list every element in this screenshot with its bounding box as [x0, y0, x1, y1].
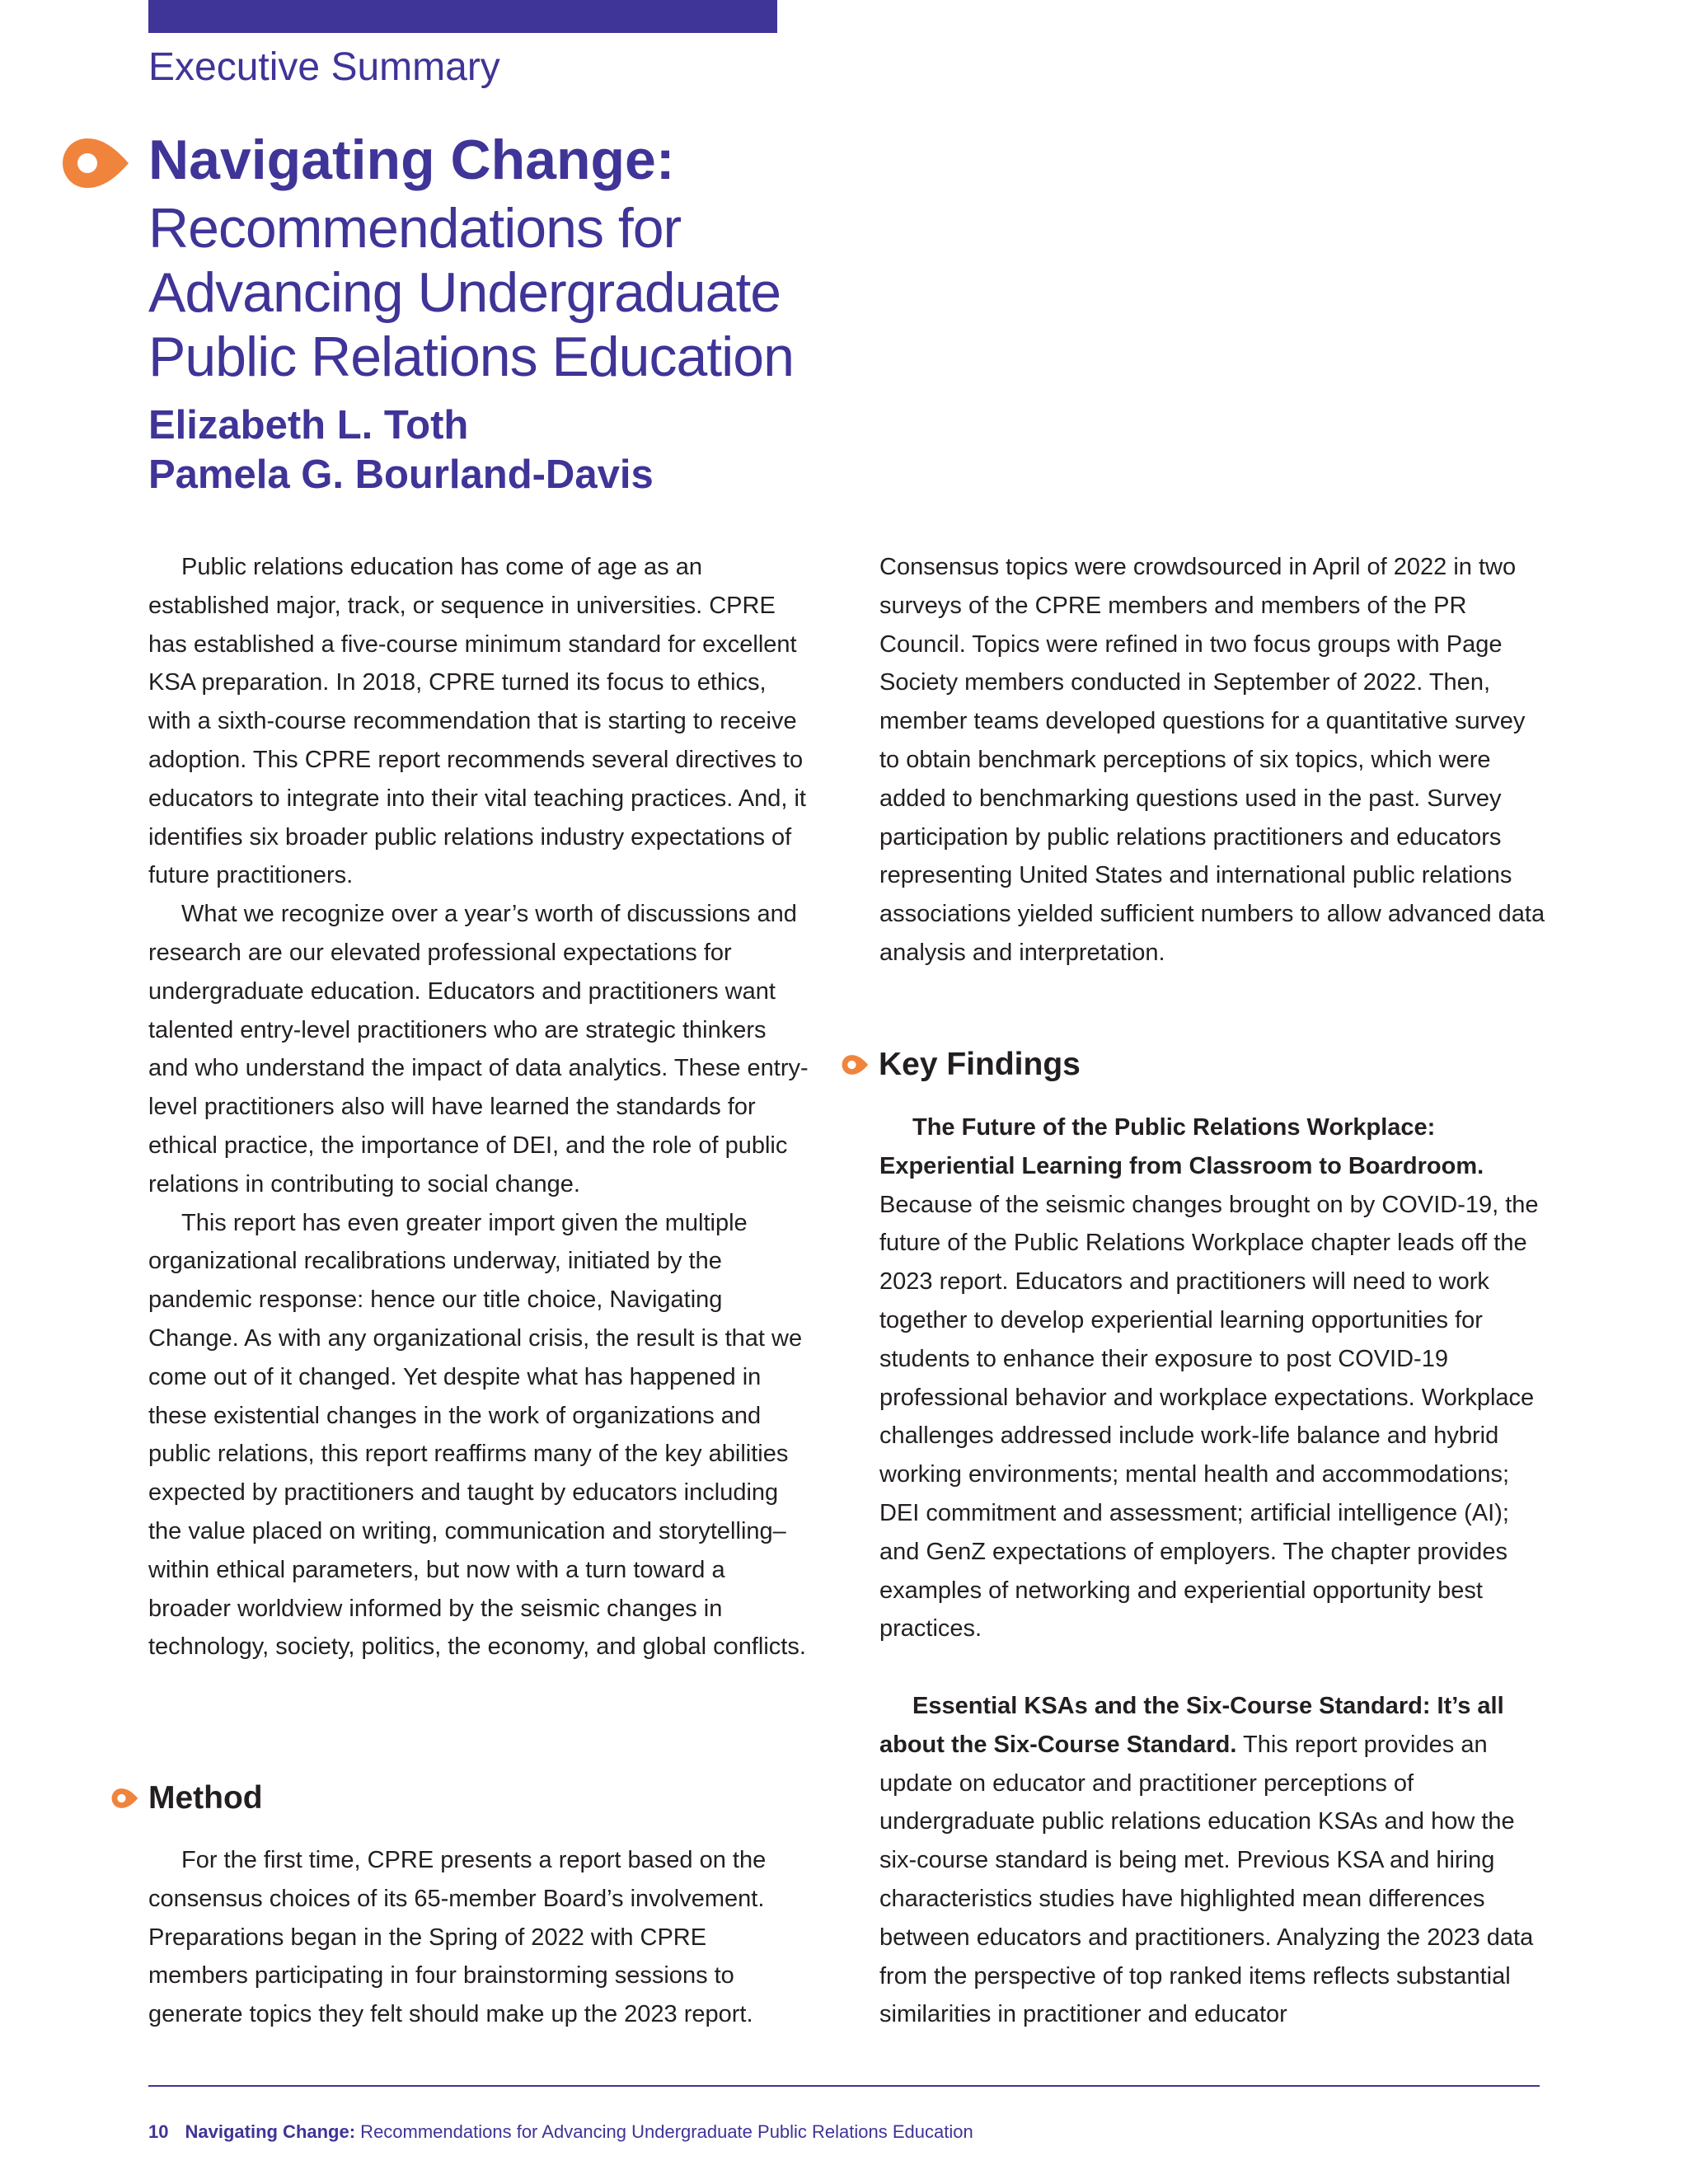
author-list: [148, 401, 654, 499]
method-heading-text: Method: [148, 1780, 263, 1816]
finding-title: The Future of the Public Relations Workplace: Experiential Learning from Classroom to Boardroom.: [879, 1114, 1484, 1179]
speech-bubble-icon: [110, 1787, 138, 1810]
body-paragraph: This report has even greater import given the multiple organizational recalibrations underway, initiated by the pandemic response: hence our title choice, Navigating Change. As with any organizational crisis, the result is that we come out of it changed. Yet despite what has happened in these existential changes in the work of organizations and public relations, this report reaffirms many of the key abilities expected by practitioners and taught by educators including the value placed on writing, communication and storytelling–within ethical parameters, but now with a turn toward a broader worldview informed by the seismic changes in technology, society, politics, the economy, and global conflicts.: [148, 1209, 806, 1661]
author-name: Pamela G. Bourland-Davis: [148, 452, 654, 497]
finding-text: Because of the seismic changes brought on by COVID-19, the future of the Public Relations Workplace chapter leads off the 2023 report. Educators and practitioners will need to work together to develop experiential learning opportunities for students to enhance their exposure to post COVID-19 professional behavior and workplace expectations. Workplace challenges addressed include work-life balance and hybrid working environments; mental health and accommodations; DEI commitment and assessment; artificial intelligence (AI); and GenZ expectations of employers. The chapter provides examples of networking and experiential opportunity best practices.: [879, 1191, 1539, 1643]
left-column: [148, 548, 812, 1666]
section-label: Executive Summary: [148, 45, 500, 89]
right-column: [879, 548, 1547, 972]
body-paragraph: Public relations education has come of age as an established major, track, or sequence in universities. CPRE has established a five-course minimum standard for excellent KSA preparation. In 2018, CPRE turned its focus to ethics, with a sixth-course recommendation that is starting to receive adoption. This CPRE report recommends several directives to educators to integrate into their vital teaching practices. And, it identifies six broader public relations industry expectations of future practitioners.: [148, 554, 806, 889]
author-name: Elizabeth L. Toth: [148, 403, 469, 448]
speech-bubble-icon: [59, 135, 130, 191]
finding-title: Essential KSAs and the Six-Course Standard: It’s all about the Six-Course Standard.: [879, 1692, 1504, 1758]
method-heading: [110, 1780, 263, 1816]
body-paragraph: What we recognize over a year’s worth of discussions and research are our elevated professional expectations for undergraduate education. Educators and practitioners want talented entry-level practitioners who are strategic thinkers and who understand the impact of data analytics. These entry-level practitioners also will have learned the standards for ethical practice, the importance of DEI, and the role of public relations in contributing to social change.: [148, 901, 809, 1197]
footer-title-rest: Recommendations for Advancing Undergraduate Public Relations Education: [355, 2121, 973, 2142]
header-color-bar: [148, 0, 777, 33]
finding-paragraph: [879, 1108, 1547, 1648]
key-findings-heading-text: Key Findings: [879, 1047, 1081, 1082]
footer-title-bold: Navigating Change:: [185, 2121, 356, 2142]
page-number: 10: [148, 2121, 169, 2142]
page-title: Navigating Change:: [148, 129, 675, 191]
body-paragraph: Consensus topics were crowdsourced in April of 2022 in two surveys of the CPRE members and members of the PR Council. Topics were refined in two focus groups with Page Society members conducted in September of 2022. Then, member teams developed questions for a quantitative survey to obtain benchmark perceptions of six topics, which were added to benchmarking questions used in the past. Survey participation by public relations practitioners and educators representing United States and international public relations associations yielded sufficient numbers to allow advanced data analysis and interpretation.: [879, 554, 1545, 966]
finding-text: This report provides an update on educator and practitioner perceptions of undergraduate public relations education KSAs and how the six-course standard is being met. Previous KSA and hiring characteristics studies have highlighted mean differences between educators and practitioners. Analyzing the 2023 data from the perspective of top ranked items reflects substantial similarities in practitioner and educator: [879, 1731, 1534, 2028]
footer-divider: [148, 2085, 1540, 2087]
method-section: [148, 1841, 812, 2034]
key-findings-section: [879, 1108, 1547, 2034]
body-paragraph: For the first time, CPRE presents a report based on the consensus choices of its 65-member Board’s involvement. Preparations began in the Spring of 2022 with CPRE members participating in four brainstorming sessions to generate topics they felt should make up the 2023 report.: [148, 1847, 767, 2028]
speech-bubble-icon: [841, 1053, 869, 1076]
finding-paragraph: [879, 1687, 1547, 2034]
page-subtitle: Recommendations for Advancing Undergraduate Public Relations Education: [148, 197, 794, 388]
page-footer: [148, 2121, 973, 2143]
key-findings-heading: [841, 1047, 1081, 1083]
